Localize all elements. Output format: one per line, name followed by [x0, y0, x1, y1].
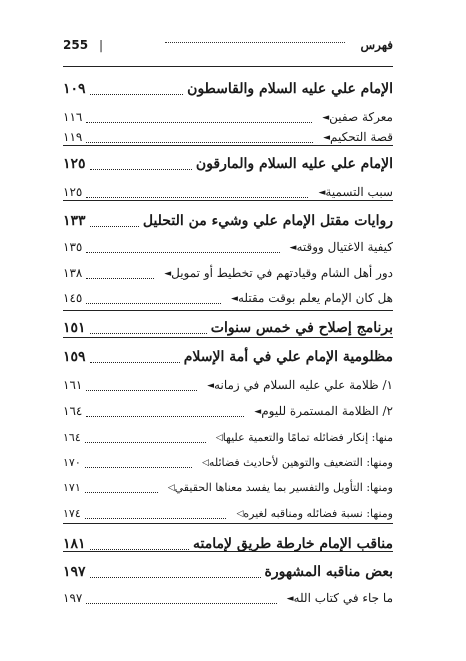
entry-text: ما جاء في كتاب الله	[293, 591, 393, 605]
dot-leader	[90, 549, 189, 550]
index-sub-entry	[63, 451, 393, 473]
entry-title	[187, 81, 393, 97]
bullet-filled-icon: ◄	[254, 406, 262, 417]
entry-page-number: ١٧٠	[63, 455, 81, 469]
index-sub-entry	[63, 262, 393, 284]
entry-page-number: ١٠٩	[63, 81, 86, 97]
entry-title	[312, 185, 393, 199]
bullet-outline-icon: ◁	[215, 432, 223, 443]
index-heading-entry	[63, 153, 393, 175]
entry-page-number: ١٦٤	[63, 430, 81, 444]
dot-leader	[86, 303, 221, 304]
dot-leader	[90, 169, 192, 170]
entry-text: مناقب الإمام خارطة طريق لإمامته	[193, 536, 393, 552]
entry-page-number: ١٧٤	[63, 506, 81, 520]
index-heading-entry	[63, 78, 393, 100]
entry-text: ومنها: التأويل والتفسير بما يفسد معناها الحقيقي	[174, 480, 393, 494]
dot-leader	[86, 142, 313, 143]
section-divider	[63, 551, 393, 552]
entry-page-number: ١٦٤	[63, 404, 83, 418]
dot-leader	[86, 122, 312, 123]
header-title: فهرس	[360, 38, 393, 52]
index-sub-entry	[63, 287, 393, 309]
header-separator: |	[99, 38, 104, 52]
entry-title	[317, 130, 393, 144]
entry-text: الإمام علي عليه السلام والقاسطون	[187, 81, 393, 97]
section-divider	[63, 66, 393, 67]
entry-page-number: ١٢٥	[63, 185, 83, 199]
bullet-filled-icon: ◄	[322, 112, 330, 123]
entry-title	[211, 320, 393, 336]
bullet-filled-icon: ◄	[231, 293, 238, 304]
bullet-filled-icon: ◄	[318, 187, 326, 198]
dot-leader	[86, 416, 244, 417]
entry-page-number: ١٩٧	[63, 591, 83, 605]
section-divider	[63, 310, 393, 311]
dot-leader	[85, 492, 158, 493]
bullet-filled-icon: ◄	[207, 380, 215, 391]
dot-leader	[90, 226, 139, 227]
bullet-filled-icon: ◄	[323, 132, 331, 143]
entry-title	[281, 591, 393, 605]
entry-title	[210, 431, 393, 444]
dot-leader	[86, 197, 308, 198]
index-sub-entry	[63, 587, 393, 609]
entry-page-number: ١٣٥	[63, 240, 83, 254]
entry-text: بعض مناقبه المشهورة	[264, 564, 393, 580]
index-sub-entry	[63, 476, 393, 498]
entry-text: معركة صفين	[329, 110, 393, 124]
section-divider	[63, 523, 393, 524]
entry-page-number: ١٤٥	[63, 291, 83, 305]
dot-leader	[85, 518, 227, 519]
entry-text: منها: إنكار فضائله تمامًا والتعمية عليها	[222, 430, 393, 444]
entry-page-number: ١٨١	[63, 536, 86, 552]
dot-leader	[85, 467, 192, 468]
entry-page-number: ١٧١	[63, 480, 81, 494]
entry-title	[184, 349, 393, 365]
entry-text: برنامج إصلاح في خمس سنوات	[210, 320, 393, 336]
bullet-filled-icon: ◄	[289, 242, 297, 253]
entry-title	[162, 481, 393, 494]
entry-title	[316, 110, 393, 124]
entry-text: دور أهل الشام وقيادتهم في تخطيط أو تمويل	[171, 266, 393, 280]
dot-leader	[85, 442, 206, 443]
bullet-filled-icon: ◄	[164, 268, 172, 279]
entry-text: الإمام علي عليه السلام والمارقون	[195, 156, 393, 172]
dot-leader	[90, 577, 261, 578]
bullet-outline-icon: ◁	[167, 482, 175, 493]
entry-title	[193, 536, 393, 552]
index-heading-entry	[63, 346, 393, 368]
entry-page-number: ١٢٥	[63, 156, 86, 172]
dot-leader	[90, 94, 184, 95]
entry-text: مظلومية الإمام علي في أمة الإسلام	[183, 349, 393, 365]
index-sub-entry	[63, 106, 393, 128]
index-heading-entry	[63, 210, 393, 232]
entry-title	[265, 564, 393, 580]
entry-text: ومنها: التضعيف والتوهين لأحاديث فضائله	[208, 455, 393, 469]
entry-title	[225, 291, 393, 305]
entry-text: هل كان الإمام يعلم بوقت مقتله	[237, 291, 393, 305]
entry-title	[158, 266, 393, 280]
header-dot-leader	[165, 42, 345, 43]
entry-text: ومنها: نسبة فضائله ومناقبه لغيره	[243, 506, 393, 520]
entry-title	[143, 213, 393, 229]
index-heading-entry	[63, 317, 393, 339]
entry-page-number: ١٣٣	[63, 213, 86, 229]
dot-leader	[86, 603, 276, 604]
dot-leader	[86, 252, 279, 253]
index-sub-entry	[63, 502, 393, 524]
entry-title	[196, 156, 393, 172]
entry-page-number: ١٣٨	[63, 266, 83, 280]
index-heading-entry	[63, 561, 393, 583]
entry-title	[230, 507, 393, 520]
section-divider	[63, 200, 393, 201]
dot-leader	[90, 333, 207, 334]
entry-text: ١/ ظلامة علي عليه السلام في زمانه	[214, 378, 393, 392]
entry-page-number: ١٦١	[63, 378, 83, 392]
header-page-number: 255	[63, 38, 89, 52]
section-divider	[63, 337, 393, 338]
entry-page-number: ١٥١	[63, 320, 86, 336]
entry-title	[284, 240, 393, 254]
index-sub-entry	[63, 426, 393, 448]
entry-title	[248, 404, 393, 418]
index-sub-entry	[63, 236, 393, 258]
entry-text: قصة التحكيم	[330, 130, 393, 144]
entry-text: روايات مقتل الإمام علي وشيء من التحليل	[142, 213, 393, 229]
entry-page-number: ١٩٧	[63, 564, 86, 580]
entry-title	[201, 378, 393, 392]
section-divider	[63, 145, 393, 146]
entry-text: ٢/ الظلامة المستمرة لليوم	[261, 404, 393, 418]
index-sub-entry	[63, 374, 393, 396]
entry-page-number: ١٥٩	[63, 349, 86, 365]
dot-leader	[90, 362, 180, 363]
entry-title	[196, 456, 393, 469]
running-header	[63, 36, 393, 56]
index-sub-entry	[63, 400, 393, 422]
entry-text: كيفية الاغتيال ووقته	[296, 240, 393, 254]
entry-page-number: ١١٦	[63, 110, 83, 124]
entry-page-number: ١١٩	[63, 130, 83, 144]
bullet-filled-icon: ◄	[286, 593, 294, 604]
dot-leader	[86, 278, 154, 279]
bullet-outline-icon: ◁	[202, 457, 209, 468]
dot-leader	[86, 390, 197, 391]
entry-text: سبب التسمية	[325, 185, 393, 199]
bullet-outline-icon: ◁	[236, 508, 244, 519]
